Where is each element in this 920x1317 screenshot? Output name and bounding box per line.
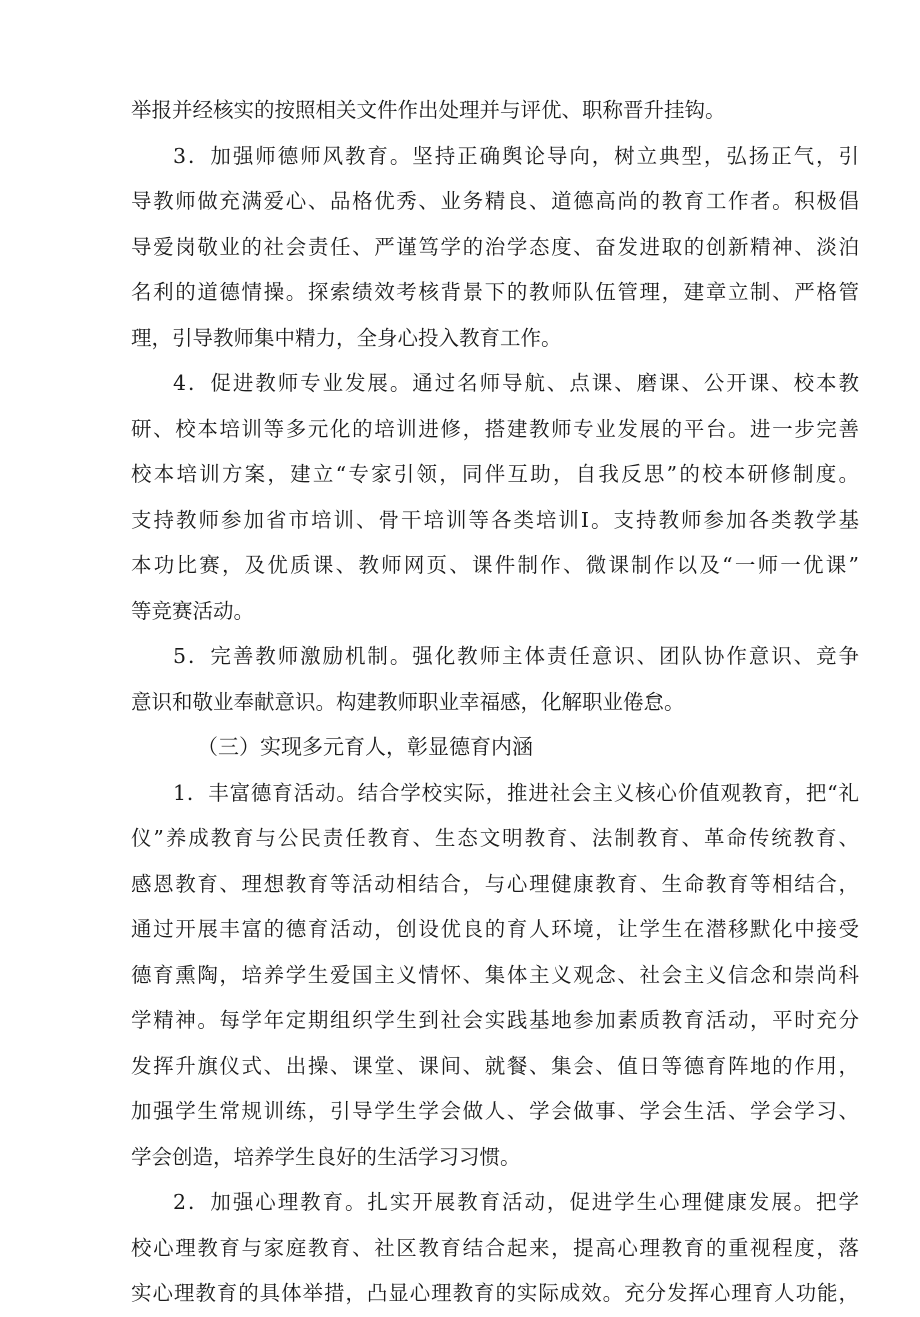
text-line: 实心理教育的具体举措，凸显心理教育的实际成效。充分发挥心理育人功能， (131, 1281, 859, 1305)
text-line: 仪”养成教育与公民责任教育、生态文明教育、法制教育、革命传统教育、 (131, 826, 859, 850)
text-line: 2．加强心理教育。扎实开展教育活动，促进学生心理健康发展。把学 (173, 1190, 859, 1214)
text-line: 理，引导教师集中精力，全身心投入教育工作。 (131, 325, 562, 350)
document-page (131, 88, 859, 1317)
text-line: 5．完善教师激励机制。强化教师主体责任意识、团队协作意识、竞争 (173, 644, 859, 668)
text-line: 导教师做充满爱心、品格优秀、业务精良、道德高尚的教育工作者。积极倡 (131, 189, 859, 213)
text-line: 名利的道德情操。探索绩效考核背景下的教师队伍管理，建章立制、严格管 (131, 280, 859, 304)
text-line: 本功比赛，及优质课、教师网页、课件制作、微课制作以及“一师一优课” (131, 553, 859, 577)
text-line: 校本培训方案，建立“专家引领，同伴互助，自我反思”的校本研修制度。 (131, 462, 859, 486)
text-line: 支持教师参加省市培训、骨干培训等各类培训Ⅰ。支持教师参加各类教学基 (131, 507, 859, 532)
text-line: 导爱岗敬业的社会责任、严谨笃学的治学态度、奋发进取的创新精神、淡泊 (131, 234, 859, 259)
section-heading: （三）实现多元育人，彰显德育内涵 (197, 735, 533, 759)
text-line: 学精神。每学年定期组织学生到社会实践基地参加素质教育活动，平时充分 (131, 1008, 859, 1032)
text-line: 1．丰富德育活动。结合学校实际，推进社会主义核心价值观教育，把“礼 (173, 780, 859, 805)
text-line: 发挥升旗仪式、出操、课堂、课间、就餐、集会、值日等德育阵地的作用， (131, 1053, 859, 1078)
text-line: 3．加强师德师风教育。坚持正确舆论导向，树立典型，弘扬正气，引 (173, 143, 859, 168)
text-line: 通过开展丰富的德育活动，创设优良的育人环境，让学生在潜移默化中接受 (131, 917, 859, 941)
text-line: 研、校本培训等多元化的培训进修，搭建教师专业发展的平台。进一步完善 (131, 416, 859, 441)
text-line: 感恩教育、理想教育等活动相结合，与心理健康教育、生命教育等相结合， (131, 871, 859, 896)
text-line: 加强学生常规训练，引导学生学会做人、学会做事、学会生活、学会学习、 (131, 1099, 859, 1123)
text-line: 意识和敬业奉献意识。构建教师职业幸福感，化解职业倦怠。 (131, 689, 685, 714)
text-line: 学会创造，培养学生良好的生活学习习惯。 (131, 1144, 521, 1169)
text-line: 4．促进教师专业发展。通过名师导航、点课、磨课、公开课、校本教 (173, 371, 859, 395)
text-line: 举报并经核实的按照相关文件作出处理并与评优、职称晋升挂钩。 (131, 98, 726, 122)
text-line: 校心理教育与家庭教育、社区教育结合起来，提高心理教育的重视程度，落 (131, 1235, 859, 1260)
text-line: 等竞赛活动。 (131, 598, 254, 623)
text-line: 德育熏陶，培养学生爱国主义情怀、集体主义观念、社会主义信念和崇尚科 (131, 962, 859, 987)
